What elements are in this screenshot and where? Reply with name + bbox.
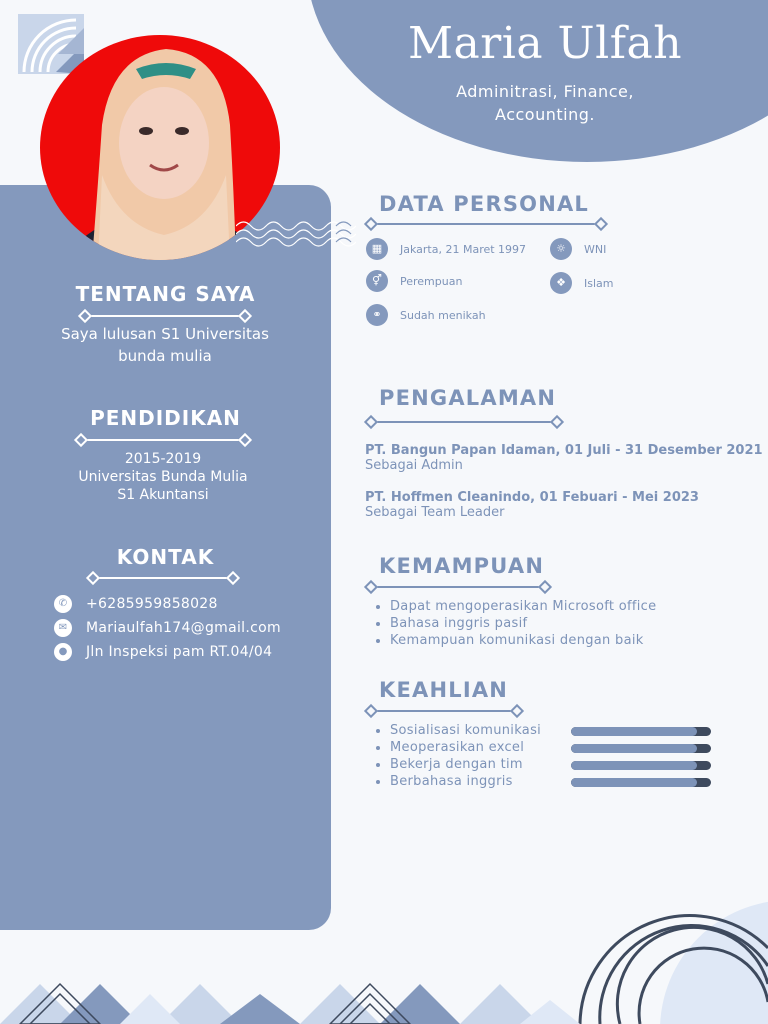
phone-icon: ✆: [54, 595, 72, 613]
experience-company-1: PT. Bangun Papan Idaman, 01 Juli - 31 Desember 2021: [365, 443, 763, 458]
experience-role-2: Sebagai Team Leader: [365, 505, 505, 520]
skills-list: [374, 722, 541, 790]
education-years: 2015-2019: [124, 451, 202, 467]
education-title: PENDIDIKAN: [90, 406, 241, 430]
gender-text: Perempuan: [400, 274, 463, 288]
skill-item: Bekerja dengan tim: [374, 756, 541, 773]
experience-divider: [366, 416, 562, 428]
skill-bar-fill: [571, 761, 697, 770]
experience-title: PENGALAMAN: [379, 386, 557, 410]
personal-marital: [366, 303, 486, 327]
skill-item: Berbahasa inggris: [374, 773, 541, 790]
personal-gender: [366, 269, 462, 293]
contact-title: KONTAK: [116, 545, 215, 569]
skill-bar: [571, 761, 711, 770]
experience-role-1: Sebagai Admin: [365, 458, 463, 473]
rings-icon: ⚭: [366, 304, 388, 326]
skill-bar-fill: [571, 778, 697, 787]
calendar-icon: ▦: [366, 238, 388, 260]
contact-email-text: Mariaulfah174@gmail.com: [86, 620, 281, 636]
about-divider: [80, 310, 250, 322]
experience-item-1: [365, 443, 763, 473]
about-title: TENTANG SAYA: [75, 282, 256, 306]
education-degree: S1 Akuntansi: [117, 487, 209, 503]
diamond-pattern-decoration-icon: [0, 960, 768, 1024]
education-school: Universitas Bunda Mulia: [78, 469, 248, 485]
gender-icon: ⚥: [366, 270, 388, 292]
contact-phone-text: +6285959858028: [86, 596, 218, 612]
contact-address-text: Jln Inspeksi pam RT.04/04: [86, 644, 273, 660]
contact-address[interactable]: [54, 642, 272, 662]
skill-bar-fill: [571, 727, 697, 736]
religion-text: Islam: [584, 276, 614, 290]
skills-divider: [366, 705, 522, 717]
location-icon: ●: [54, 643, 72, 661]
skill-item: Meoperasikan excel: [374, 739, 541, 756]
skill-bar: [571, 744, 711, 753]
subtitle-line-2: Accounting.: [495, 105, 595, 124]
experience-company-2: PT. Hoffmen Cleanindo, 01 Febuari - Mei 2023: [365, 490, 699, 505]
job-subtitle: [420, 80, 670, 126]
about-text: [30, 323, 300, 367]
ability-item: Bahasa inggris pasif: [374, 615, 656, 632]
ability-item: Dapat mengoperasikan Microsoft office: [374, 598, 656, 615]
globe-icon: ☼: [550, 238, 572, 260]
skill-bar: [571, 778, 711, 787]
personal-birth: [366, 237, 526, 261]
ability-item: Kemampuan komunikasi dengan baik: [374, 632, 656, 649]
personal-religion: [550, 271, 614, 295]
nationality-text: WNI: [584, 242, 607, 256]
birth-text: Jakarta, 21 Maret 1997: [400, 242, 527, 256]
contact-phone[interactable]: [54, 594, 218, 614]
education-text: [28, 450, 298, 504]
skill-bar: [571, 727, 711, 736]
wave-decoration-icon: [236, 218, 356, 254]
skill-bar-fill: [571, 744, 697, 753]
logo-icon: [18, 14, 84, 74]
skill-item: Sosialisasi komunikasi: [374, 722, 541, 739]
abilities-title: KEMAMPUAN: [379, 554, 545, 578]
contact-divider: [88, 572, 238, 584]
subtitle-line-1: Adminitrasi, Finance,: [456, 82, 634, 101]
personal-nationality: [550, 237, 606, 261]
experience-item-2: [365, 490, 699, 520]
name-title: Maria Ulfah: [407, 18, 683, 69]
about-line-1: Saya lulusan S1 Universitas: [61, 325, 269, 343]
personal-title: DATA PERSONAL: [379, 192, 590, 216]
contact-email[interactable]: [54, 618, 281, 638]
education-divider: [76, 434, 250, 446]
marital-text: Sudah menikah: [400, 308, 486, 322]
abilities-list: [374, 598, 656, 649]
about-line-2: bunda mulia: [118, 347, 212, 365]
personal-divider: [366, 218, 606, 230]
abilities-divider: [366, 581, 550, 593]
skills-title: KEAHLIAN: [379, 678, 509, 702]
praying-hands-icon: ❖: [550, 272, 572, 294]
mail-icon: ✉: [54, 619, 72, 637]
